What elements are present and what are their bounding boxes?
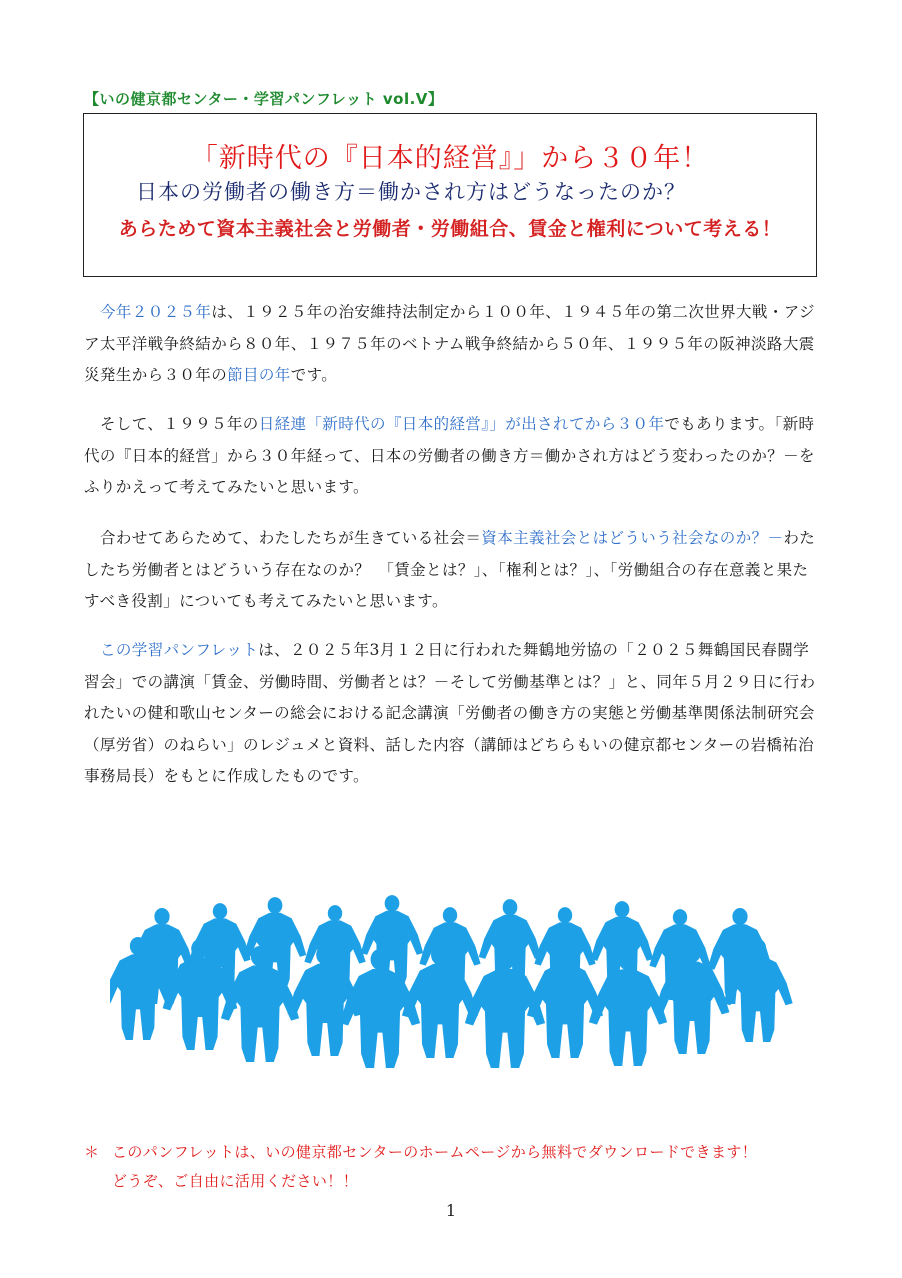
download-notice [84, 1138, 824, 1196]
paragraph-text: わたしたち労働者とはどういう存在なのか？ 「賃金とは？」、「権利とは？」、「労働組合の存在意義と果たすべき役割」についても考えてみたいと思います。 [84, 529, 816, 610]
theme-line: あらためて資本主義社会と労働者・労働組合、賃金と権利について考える！ [118, 218, 782, 240]
crowd-of-people-silhouettes-icon [110, 872, 800, 1082]
paragraph-text: は、１９２５年の治安維持法制定から１００年、１９４５年の第二次世界大戦・アジア太平洋戦争終結から８０年、１９７５年のベトナム戦争終結から５０年、１９９５年の阪神淡路大震災発生から３０年の [84, 303, 815, 384]
asterisk-mark: ＊ [84, 1143, 100, 1161]
main-title: 「新時代の『日本的経営』」から３０年！ [190, 143, 710, 174]
highlight-nikkeiren: 日経連「新時代の『日本的経営』」が出されてから３０年 [258, 415, 665, 433]
paragraph-text: でもあります。「新時代の『日本的経営」から３０年経って、日本の労働者の働き方＝働かされ方はどう変わったのか？－をふりかえって考えてみたいと思います。 [84, 415, 815, 496]
paragraph-text: は、２０２５年3月１２日に行われた舞鶴地労協の「２０２５舞鶴国民春闘学習会」での講演「賃金、労働時間、労働者とは？－そして労働基準とは？」と、同年５月２９日に行われたいの健和歌山センターの総会における記念講演「労働者の働き方の実態と労働基準関係法制研究会（厚労省）のねらい」のレジュメと資料、話した内容（講師はどちらもいの健京都センターの岩橋祐治事務局長）をもとに作成したものです。 [84, 641, 816, 785]
paragraph-text: です。 [290, 366, 338, 384]
notice-line-1: このパンフレットは、いの健京都センターのホームページから無料でダウンロードできます！ [112, 1143, 758, 1161]
paragraph-1 [84, 297, 824, 392]
page-number: 1 [445, 1201, 457, 1220]
paragraph-3 [84, 523, 824, 618]
paragraph-2 [84, 409, 824, 504]
notice-line-2: どうぞ、ご自由に活用ください！！ [112, 1172, 359, 1190]
paragraph-4 [84, 635, 824, 793]
highlight-year: 今年２０２５年 [100, 303, 212, 321]
highlight-milestone: 節目の年 [227, 366, 291, 384]
series-tag: 【いの健京都センター・学習パンフレット vol.Ⅴ】 [84, 90, 444, 108]
highlight-pamphlet: この学習パンフレット [100, 641, 259, 659]
paragraph-text: 合わせてあらためて、わたしたちが生きている社会＝ [100, 529, 482, 547]
paragraph-text: そして、１９９５年の [100, 415, 259, 433]
highlight-capitalism: 資本主義社会とはどういう社会なのか？－ [481, 529, 784, 547]
subtitle: 日本の労働者の働き方＝働かされ方はどうなったのか？ [136, 180, 686, 204]
title-box [83, 113, 817, 277]
